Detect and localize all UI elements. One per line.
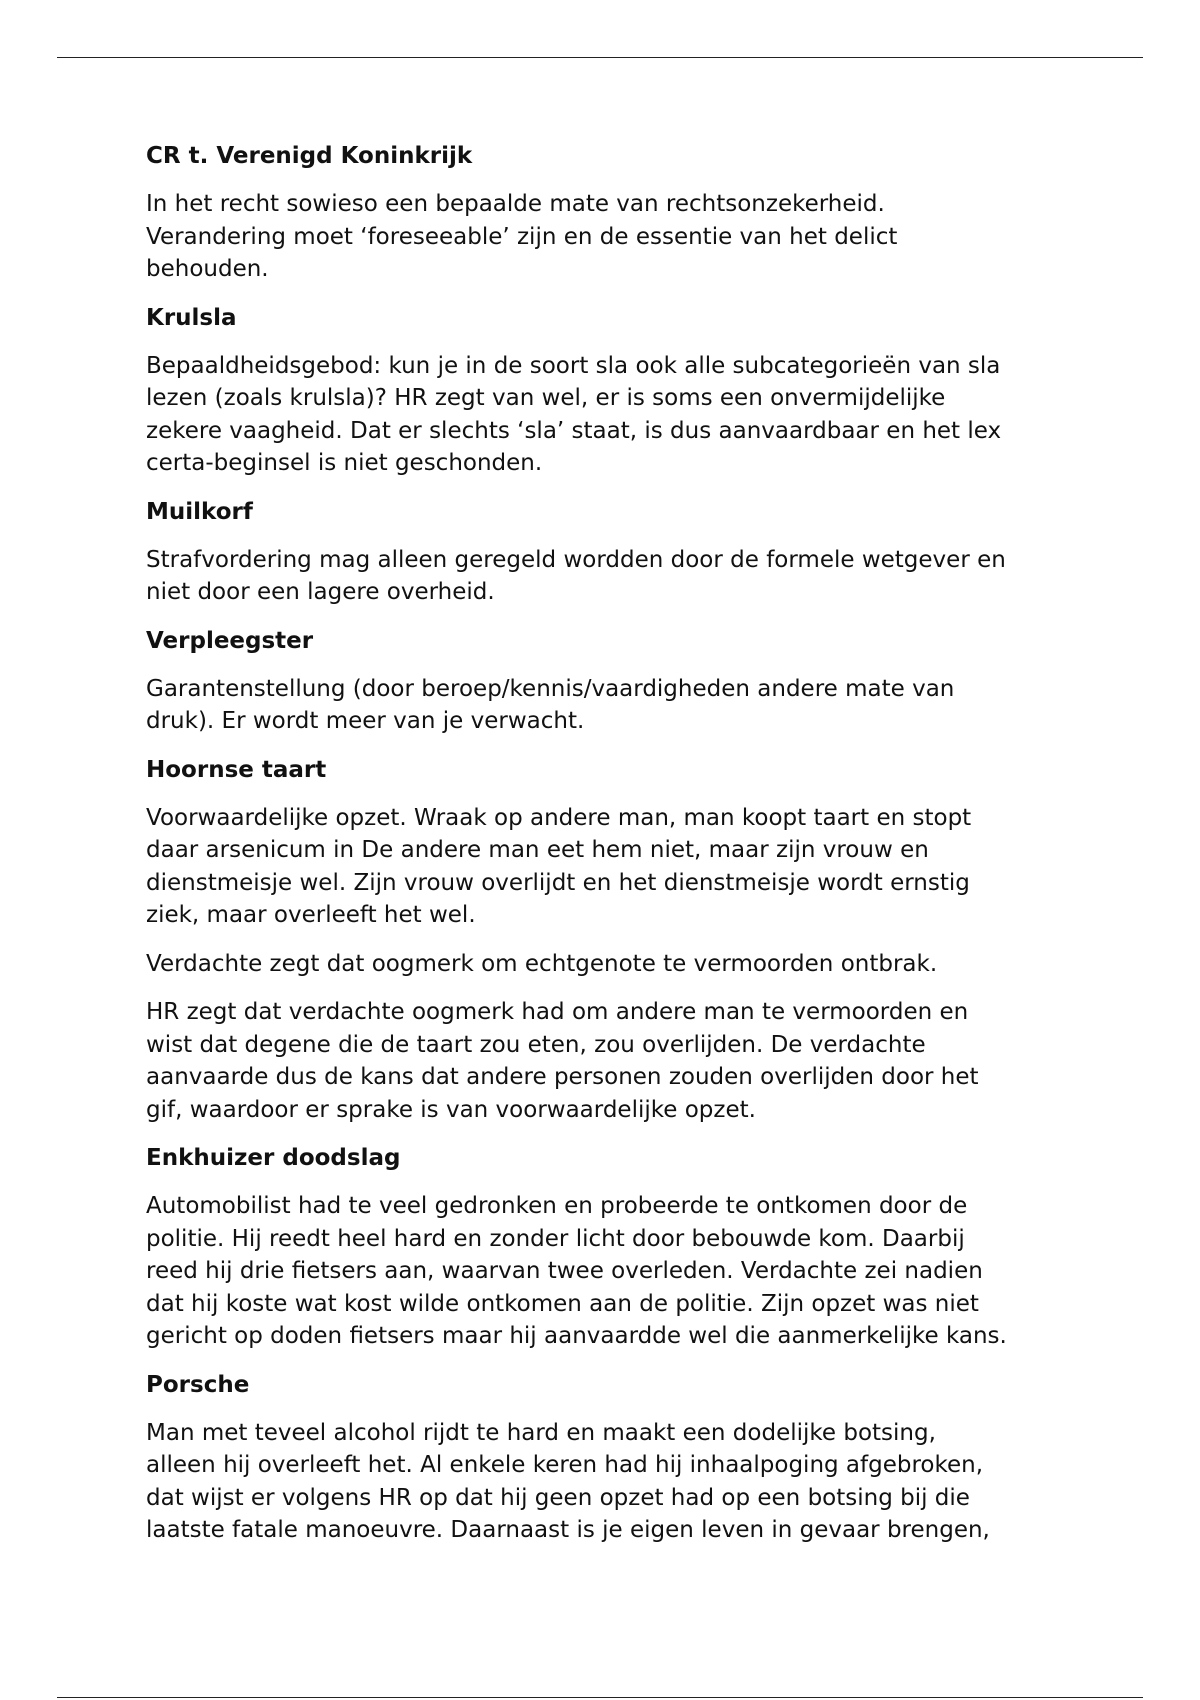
text-line: dienstmeisje wel. Zijn vrouw overlijdt en het dienstmeisje wordt ernstig: [146, 869, 970, 896]
text-line: daar arsenicum in De andere man eet hem niet, maar zijn vrouw en: [146, 837, 929, 863]
text-line: HR zegt dat verdachte oogmerk had om andere man te vermoorden en: [146, 999, 969, 1025]
text-line: certa-beginsel is niet geschonden.: [146, 450, 543, 476]
section-heading: Muilkorf: [146, 498, 253, 525]
text-line: niet door een lagere overheid.: [146, 579, 495, 605]
section-heading: CR t. Verenigd Koninkrijk: [146, 143, 473, 169]
text-line: politie. Hij reedt heel hard en zonder licht door bebouwde kom. Daarbij: [146, 1225, 965, 1252]
paragraph: [146, 996, 1076, 1126]
section-heading: Porsche: [146, 1371, 250, 1398]
text-line: druk). Er wordt meer van je verwacht.: [146, 708, 585, 734]
section-verpleegster: [146, 625, 1076, 738]
section-heading: Verpleegster: [146, 627, 314, 654]
text-line: alleen hij overleeft het. Al enkele keren had hij inhaalpoging afgebroken,: [146, 1452, 984, 1478]
text-line: dat wijst er volgens HR op dat hij geen opzet had op een botsing bij die: [146, 1484, 970, 1511]
paragraph: [146, 188, 1076, 286]
text-line: aanvaarde dus de kans dat andere personen zouden overlijden door het: [146, 1064, 979, 1090]
section-krulsla: [146, 302, 1076, 480]
text-line: Automobilist had te veel gedronken en probeerde te ontkomen door de: [146, 1193, 968, 1219]
section-enkhuizer-doodslag: [146, 1142, 1076, 1353]
section-muilkorf: [146, 496, 1076, 609]
text-line: Garantenstellung (door beroep/kennis/vaardigheden andere mate van: [146, 675, 955, 702]
paragraph: [146, 802, 1076, 932]
text-line: zekere vaagheid. Dat er slechts ‘sla’ staat, is dus aanvaardbaar en het lex: [146, 417, 1002, 444]
paragraph: [146, 673, 1076, 738]
text-line: Verandering moet ‘foreseeable’ zijn en de essentie van het delict: [146, 223, 898, 250]
section-porsche: [146, 1369, 1076, 1547]
text-line: Verdachte zegt dat oogmerk om echtgenote te vermoorden ontbrak.: [146, 950, 938, 977]
text-line: reed hij drie fietsers aan, waarvan twee overleden. Verdachte zei nadien: [146, 1258, 983, 1284]
text-line: Voorwaardelijke opzet. Wraak op andere man, man koopt taart en stopt: [146, 804, 972, 831]
text-line: dat hij koste wat kost wilde ontkomen aan de politie. Zijn opzet was niet: [146, 1290, 979, 1317]
section-heading: Hoornse taart: [146, 756, 327, 783]
paragraph: [146, 350, 1076, 480]
text-line: Bepaaldheidsgebod: kun je in de soort sla ook alle subcategorieën van sla: [146, 352, 1001, 379]
text-line: laatste fatale manoeuvre. Daarnaast is je eigen leven in gevaar brengen,: [146, 1517, 990, 1543]
document-body: [146, 140, 1076, 1563]
paragraph: [146, 948, 1076, 981]
section-heading: Krulsla: [146, 304, 237, 331]
text-line: ziek, maar overleeft het wel.: [146, 902, 476, 928]
text-line: lezen (zoals krulsla)? HR zegt van wel, er is soms een onvermijdelijke: [146, 385, 946, 411]
text-line: behouden.: [146, 256, 269, 282]
paragraph: [146, 1417, 1076, 1547]
paragraph: [146, 544, 1076, 609]
text-line: Strafvordering mag alleen geregeld wordden door de formele wetgever en: [146, 546, 1006, 573]
text-line: Man met teveel alcohol rijdt te hard en maakt een dodelijke botsing,: [146, 1419, 936, 1446]
text-line: wist dat degene die de taart zou eten, zou overlijden. De verdachte: [146, 1031, 926, 1058]
text-line: gericht op doden fietsers maar hij aanvaardde wel die aanmerkelijke kans.: [146, 1323, 1007, 1349]
section-cr-verenigd-koninkrijk: [146, 140, 1076, 286]
section-hoornse-taart: [146, 754, 1076, 1127]
section-heading: Enkhuizer doodslag: [146, 1145, 401, 1171]
text-line: In het recht sowieso een bepaalde mate van rechtsonzekerheid.: [146, 191, 885, 217]
text-line: gif, waardoor er sprake is van voorwaardelijke opzet.: [146, 1096, 756, 1123]
footer-rule: [57, 1697, 1143, 1698]
header-rule: [57, 57, 1143, 58]
paragraph: [146, 1190, 1076, 1353]
